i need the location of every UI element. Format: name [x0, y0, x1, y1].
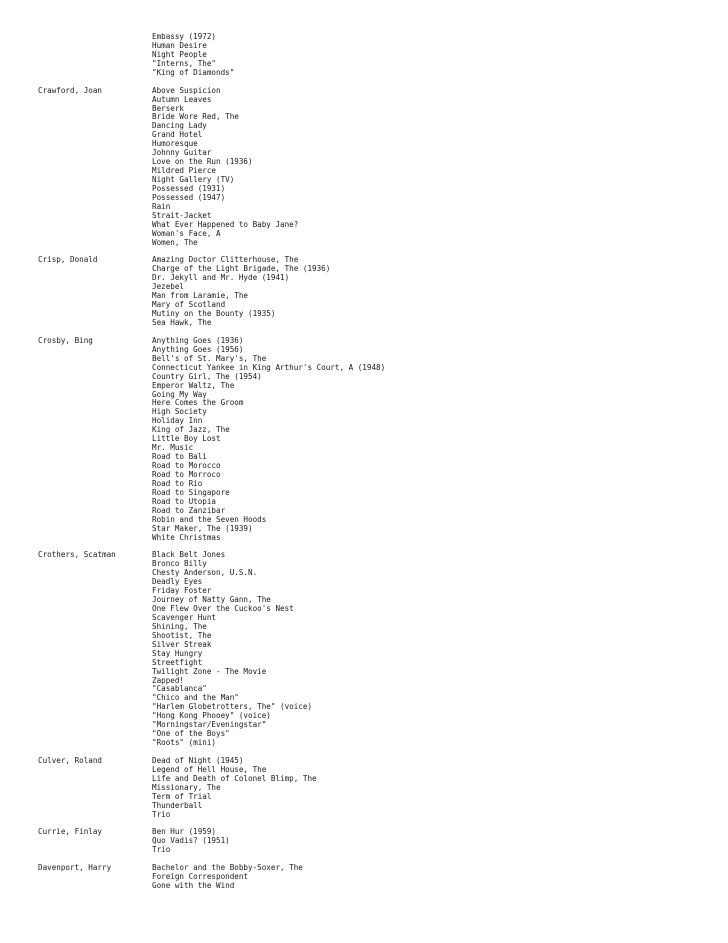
film-list [152, 864, 303, 891]
entry-spacer [0, 820, 728, 829]
film-title: Little Boy Lost [152, 434, 221, 444]
film-title: High Society [152, 407, 207, 417]
film-list [152, 551, 312, 748]
film-title: Mr. Music [152, 443, 194, 453]
film-title: "Harlem Globetrotters, The" (voice) [152, 702, 313, 712]
film-title: Journey of Natty Gann, The [152, 595, 271, 605]
film-title: "Casablanca" [152, 684, 207, 694]
film-title: Here Comes the Groom [152, 398, 244, 408]
film-title: Mary of Scotland [152, 300, 226, 310]
entry-spacer [0, 748, 728, 757]
film-title: Black Belt Jones [152, 550, 226, 560]
film-title: Berserk [152, 103, 185, 113]
film-title: "Chico and the Man" [152, 693, 239, 703]
film-title: Chesty Anderson, U.S.N. [152, 568, 258, 578]
actor-entry [0, 828, 728, 855]
film-title: Johnny Guitar [152, 148, 212, 158]
film-title: King of Jazz, The [152, 425, 230, 435]
film-title: Star Maker, The (1939) [152, 523, 253, 533]
film-title: Road to Utopia [152, 496, 217, 506]
film-title: Missionary, The [152, 782, 221, 792]
film-title: "Interns, The" [152, 58, 217, 68]
film-title: Trio [152, 809, 171, 819]
film-title: Grand Hotel [152, 130, 203, 140]
film-title: "King of Diamonds" [152, 67, 235, 77]
film-title: What Ever Happened to Baby Jane? [152, 219, 299, 229]
film-title: Bride Wore Red, The [152, 112, 239, 122]
film-title: Sea Hawk, The [152, 318, 212, 327]
actor-name: Currie, Finlay [38, 827, 103, 837]
actor-entry [0, 87, 728, 248]
film-title: Road to Rio [152, 478, 203, 488]
film-title: Road to Zanzibar [152, 505, 226, 515]
film-title: Women, The [152, 237, 198, 247]
film-title: Shining, The [152, 621, 207, 631]
actor-name: Crisp, Donald [38, 255, 98, 265]
film-title: Bell's of St. Mary's, The [152, 353, 267, 363]
actor-name: Crawford, Joan [38, 85, 103, 95]
film-list [152, 256, 330, 328]
film-title: "Roots" (mini) [152, 738, 217, 748]
film-title: Emperor Waltz, The [152, 380, 235, 390]
film-list [152, 337, 385, 543]
film-title: "One of the Boys" [152, 729, 230, 739]
film-title: Mildred Pierce [152, 166, 217, 176]
actor-entry [0, 33, 728, 78]
film-title: White Christmas [152, 532, 221, 542]
actor-name: Culver, Roland [38, 755, 103, 765]
film-title: Scavenger Hunt [152, 612, 217, 622]
film-title: Human Desire [152, 40, 207, 50]
film-title: Going My Way [152, 389, 207, 399]
film-title: "Hong Kong Phooey" (voice) [152, 711, 271, 721]
film-title: Silver Streak [152, 639, 212, 649]
actor-name: Crosby, Bing [38, 335, 93, 345]
actor-entry [0, 864, 728, 891]
film-title: Rain [152, 201, 171, 211]
film-title: Trio [152, 845, 171, 855]
film-title: Above Suspicion [152, 85, 221, 95]
film-title: "Morningstar/Eveningstar" [152, 720, 267, 730]
film-title: Friday Foster [152, 586, 212, 596]
actor-film-list [0, 33, 728, 891]
film-title: Anything Goes (1956) [152, 344, 244, 354]
film-title: Zapped! [152, 675, 185, 685]
film-title: Twilight Zone - The Movie [152, 666, 267, 676]
film-title: Anything Goes (1936) [152, 335, 244, 345]
film-title: Humoresque [152, 139, 198, 149]
film-title: Strait-Jacket [152, 210, 212, 220]
film-title: Dead of Night (1945) [152, 755, 244, 765]
film-title: Possessed (1947) [152, 192, 226, 202]
film-title: Shootist, The [152, 630, 212, 640]
film-title: One Flew Over the Cuckoo's Nest [152, 604, 294, 613]
film-title: Foreign Correspondent [152, 872, 249, 882]
actor-entry [0, 757, 728, 820]
film-title: Amazing Doctor Clitterhouse, The [152, 255, 299, 265]
film-list [152, 87, 298, 248]
film-title: Thunderball [152, 800, 203, 810]
film-title: Road to Morocco [152, 461, 221, 470]
film-title: Country Girl, The (1954) [152, 371, 262, 381]
actor-name: Davenport, Harry [38, 863, 112, 873]
entry-spacer [0, 78, 728, 87]
film-title: Charge of the Light Brigade, The (1936) [152, 264, 331, 274]
film-title: Man from Laramie, The [152, 291, 249, 301]
film-title: Gone with the Wind [152, 881, 235, 891]
film-list [152, 757, 317, 820]
actor-entry [0, 551, 728, 748]
film-title: Term of Trial [152, 791, 212, 801]
film-list [152, 33, 234, 78]
entry-spacer [0, 248, 728, 257]
film-title: Jezebel [152, 282, 185, 292]
actor-name [0, 33, 152, 78]
actor-entry [0, 337, 728, 543]
film-title: Streetfight [152, 657, 203, 667]
film-list [152, 828, 230, 855]
film-title: Road to Singapore [152, 487, 230, 497]
film-title: Life and Death of Colonel Blimp, The [152, 773, 317, 783]
entry-spacer [0, 328, 728, 337]
film-title: Legend of Hell House, The [152, 764, 267, 774]
film-title: Ben Hur (1959) [152, 827, 217, 837]
film-title: Dancing Lady [152, 121, 207, 131]
film-title: Dr. Jekyll and Mr. Hyde (1941) [152, 273, 290, 283]
film-title: Night People [152, 49, 207, 59]
film-title: Woman's Face, A [152, 228, 221, 238]
film-title: Bachelor and the Bobby-Soxer, The [152, 863, 303, 873]
film-title: Robin and the Seven Hoods [152, 514, 267, 524]
film-title: Night Gallery (TV) [152, 175, 235, 184]
film-title: Road to Morroco [152, 469, 221, 479]
actor-name: Crothers, Scatman [38, 550, 116, 560]
film-title: Possessed (1931) [152, 183, 226, 193]
film-title: Mutiny on the Bounty (1935) [152, 309, 276, 319]
film-title: Road to Bali [152, 452, 207, 462]
film-title: Stay Hungry [152, 648, 203, 658]
film-title: Deadly Eyes [152, 577, 203, 587]
film-title: Embassy (1972) [152, 32, 217, 41]
film-title: Connecticut Yankee in King Arthur's Court, A (1948) [152, 362, 386, 372]
film-title: Quo Vadis? (1951) [152, 836, 230, 846]
actor-entry [0, 256, 728, 328]
film-title: Holiday Inn [152, 416, 203, 426]
film-title: Bronco Billy [152, 559, 207, 569]
film-title: Autumn Leaves [152, 94, 212, 104]
film-title: Love on the Run (1936) [152, 157, 253, 167]
